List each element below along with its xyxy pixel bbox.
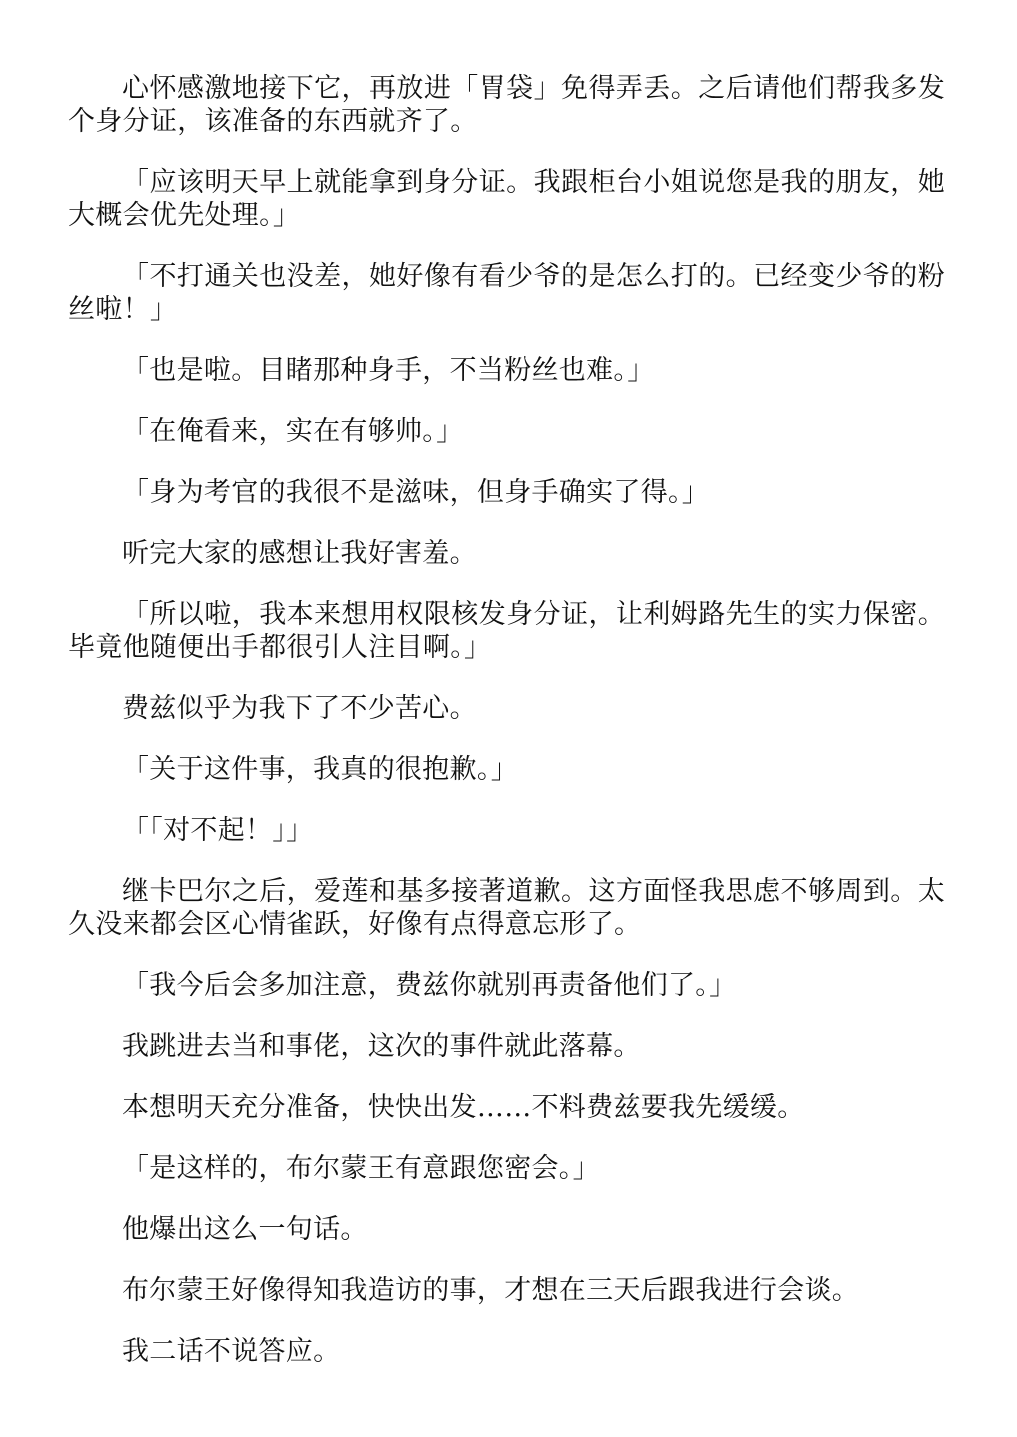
paragraph: 「在俺看来，实在有够帅。」: [122, 416, 464, 447]
paragraph: 听完大家的感想让我好害羞。: [122, 538, 477, 569]
paragraph: 我跳进去当和事佬，这次的事件就此落幕。: [122, 1031, 641, 1062]
paragraph: 他爆出这么一句话。: [122, 1214, 368, 1245]
paragraph: 「我今后会多加注意，费兹你就别再责备他们了。」: [122, 970, 737, 1001]
paragraph: 「应该明天早上就能拿到身分证。我跟柜台小姐说您是我的朋友，她大概会优先处理。」: [68, 167, 945, 231]
paragraph: 费兹似乎为我下了不少苦心。: [122, 693, 477, 724]
paragraph: 「不打通关也没差，她好像有看少爷的是怎么打的。已经变少爷的粉丝啦！」: [68, 261, 945, 325]
paragraph: 「关于这件事，我真的很抱歉。」: [122, 754, 518, 785]
paragraph: 「所以啦，我本来想用权限核发身分证，让利姆路先生的实力保密。毕竟他随便出手都很引人注目啊。」: [68, 599, 945, 663]
paragraph: 「身为考官的我很不是滋味，但身手确实了得。」: [122, 477, 710, 508]
paragraph: 「「对不起！」」: [122, 815, 314, 846]
paragraph: 继卡巴尔之后，爱莲和基多接著道歉。这方面怪我思虑不够周到。太久没来都会区心情雀跃，好像有点得意忘形了。: [68, 876, 945, 940]
paragraph: 本想明天充分准备，快快出发……不料费兹要我先缓缓。: [122, 1092, 805, 1123]
paragraph: 「也是啦。目睹那种身手，不当粉丝也难。」: [122, 355, 655, 386]
paragraph: 「是这样的，布尔蒙王有意跟您密会。」: [122, 1153, 600, 1184]
paragraph: 布尔蒙王好像得知我造访的事，才想在三天后跟我进行会谈。: [122, 1275, 860, 1306]
paragraph: 我二话不说答应。: [122, 1336, 341, 1367]
paragraph: 心怀感激地接下它，再放进「胃袋」免得弄丢。之后请他们帮我多发个身分证，该准备的东西就齐了。: [68, 73, 945, 137]
